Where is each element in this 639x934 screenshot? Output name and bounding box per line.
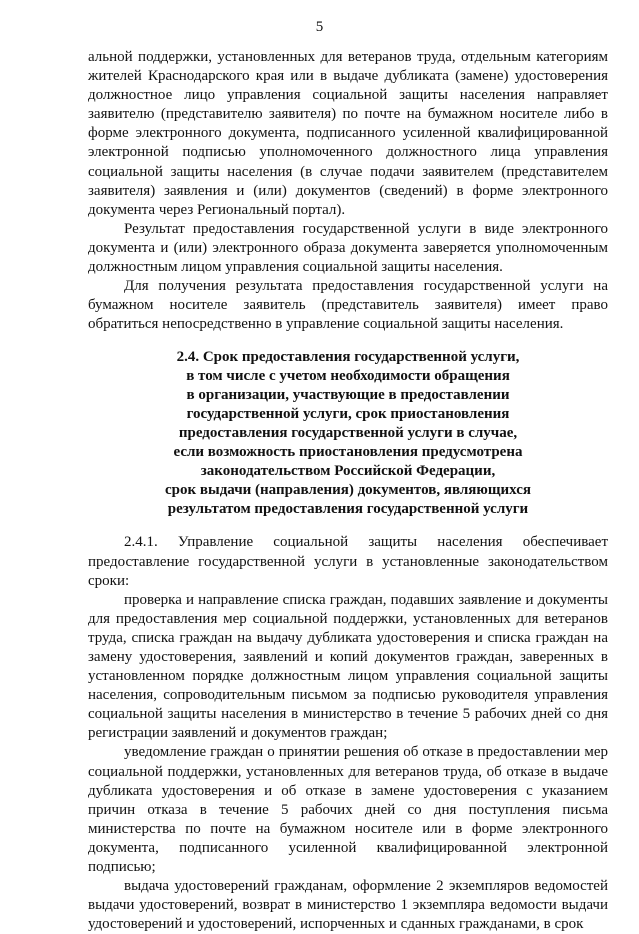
paragraph-6: уведомление граждан о принятии решения об отказе в предоставлении мер социальной поддержки, установленных для ветеранов труда, об отказе в выдаче дубликата удостоверения и об отказе в замене удостоверения с указанием причин отказа в течение 5 рабочих дней со дня поступления письма министерства по почте на бумажном носителе или в форме электронного документа, подписанного усиленной квалифицированной электронной подписью; — [88, 744, 608, 875]
heading-line: результатом предоставления государственной услуги — [167, 501, 529, 518]
heading-line: законодательством Российской Федерации, — [200, 463, 496, 480]
paragraph-2: Результат предоставления государственной услуги в виде электронного документа и (или) электронного образа документа заверяется уполномоченным должностным лицом управления социальной защиты населения. — [88, 220, 608, 276]
heading-line: срок выдачи (направления) документов, являющихся — [165, 482, 531, 499]
paragraph-1: альной поддержки, установленных для ветеранов труда, отдельным категориям жителей Краснодарского края или в выдаче дубликата (замене) удостоверения должностное лицо управления социальной защиты населения направляет заявителю (представителю заявителя) по почте на бумажном носителе либо в форме электронного документа, подписанного усиленной квалифицированной электронной подписью уполномоченного должностного лица управления социальной защиты населения (в случае подачи заявителем (представителем заявителя) заявления и (или) документов (сведений) в форме электронного документа через Региональный портал). — [88, 49, 608, 218]
paragraph-7: выдача удостоверений гражданам, оформление 2 экземпляров ведомостей выдачи удостоверений, возврат в министерство 1 экземпляра ведомости выдачи удостоверений и удостоверений, испорченных и сданных гражданами, в срок — [88, 878, 608, 933]
heading-line: в том числе с учетом необходимости обращения — [186, 368, 510, 385]
document-body — [88, 48, 608, 934]
heading-line: государственной услуги, срок приостановления — [186, 406, 510, 423]
heading-line: 2.4. Срок предоставления государственной услуги, — [176, 349, 520, 366]
heading-line: в организации, участвующие в предоставлении — [186, 387, 510, 404]
paragraph-5: проверка и направление списка граждан, подавших заявление и документы для предоставления мер социальной поддержки, установленных для ветеранов труда, списка граждан на выдачу дубликата удостоверения и списка граждан на замену удостоверения, заявлений и копий документов граждан, заверенных в установленном порядке должностным лицом управления социальной защиты населения, сопроводительным письмом за подписью руководителя управления социальной защиты населения в министерство в течение 5 рабочих дней со дня регистрации заявлений и документов граждан; — [88, 591, 608, 742]
heading-line: предоставления государственной услуги в случае, — [178, 425, 518, 442]
page-number: 5 — [315, 19, 324, 35]
section-heading — [88, 348, 608, 519]
paragraph-3: Для получения результата предоставления государственной услуги на бумажном носителе заявитель (представитель заявителя) имеет право обратиться непосредственно в управление социальной защиты населения. — [88, 278, 608, 333]
heading-line: если возможность приостановления предусмотрена — [173, 444, 523, 461]
paragraph-4: 2.4.1. Управление социальной защиты населения обеспечивает предоставление государственной услуги в установленные законодательством сроки: — [88, 534, 608, 589]
